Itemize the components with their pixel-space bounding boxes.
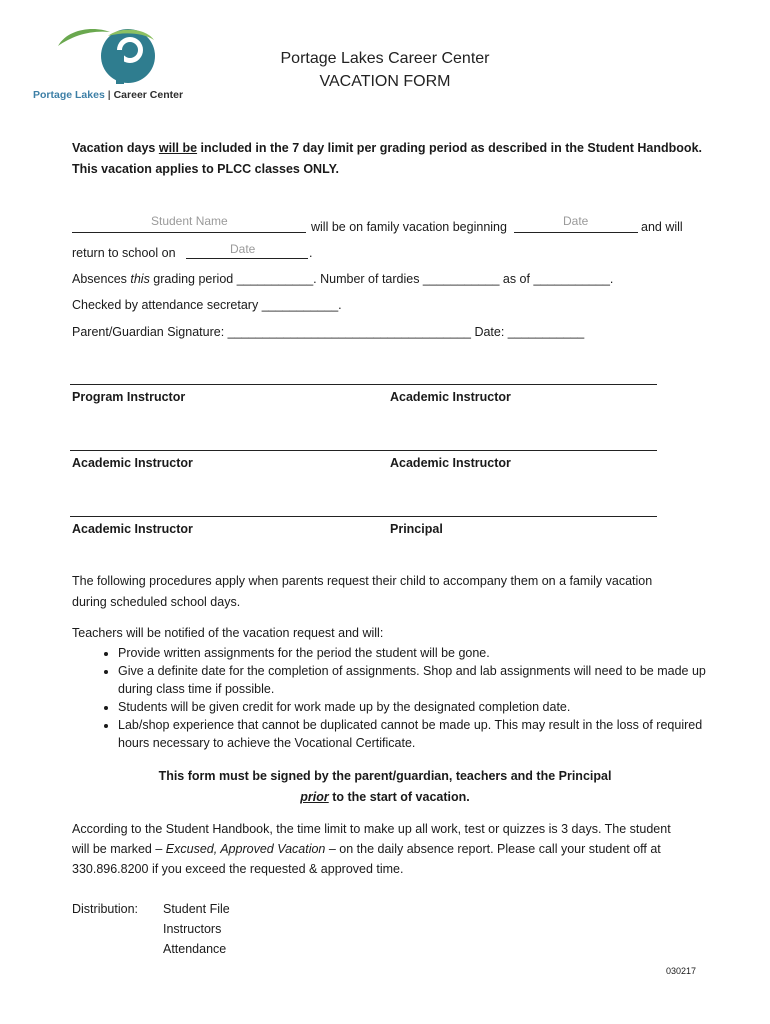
distribution-item-student-file: Student File	[163, 902, 230, 916]
sig-label-academic-instructor-1: Academic Instructor	[390, 390, 511, 404]
handbook-text-a: will be marked –	[72, 842, 166, 856]
list-item: • Give a definite date for the completion of assignments. Shop and lab assignments will need to be made up during class time if possible.	[118, 662, 708, 698]
procedures-line-1: The following procedures apply when parents request their child to accompany them on a family vacation	[72, 574, 653, 588]
sig-label-principal: Principal	[390, 522, 443, 536]
signature-rule-1[interactable]	[70, 384, 657, 385]
signature-notice-line-2	[100, 790, 670, 804]
intro-line-2: This vacation applies to PLCC classes ONLY.	[72, 162, 339, 176]
sig-label-academic-instructor-2: Academic Instructor	[72, 456, 193, 470]
page-title: Portage Lakes Career Center	[280, 50, 490, 67]
logo-text-career: Career Center	[113, 89, 184, 101]
form-revision-code: 030217	[666, 966, 697, 976]
plcc-logo	[30, 26, 190, 106]
teacher-duties-list	[100, 644, 708, 752]
logo-wordmark	[33, 89, 183, 101]
parent-signature-line: Parent/Guardian Signature: ___________________________________ Date: ___________	[72, 325, 585, 339]
sig-label-academic-instructor-3: Academic Instructor	[390, 456, 511, 470]
list-item: • Students will be given credit for work made up by the designated completion date.	[118, 698, 708, 716]
student-name-line[interactable]	[72, 232, 306, 233]
form-line1-end: and will	[641, 220, 683, 234]
teachers-intro: Teachers will be notified of the vacation request and will:	[72, 626, 384, 640]
form-line2-period: .	[309, 246, 313, 260]
logo-mark-icon	[50, 26, 160, 88]
list-item: • Lab/shop experience that cannot be duplicated cannot be made up. This may result in the loss of required hours necessary to achieve the Vocational Certificate.	[118, 716, 708, 752]
form-line3	[72, 272, 613, 286]
intro-line-1	[72, 141, 702, 155]
logo-text-separator: |	[107, 89, 111, 101]
absences-this: this	[130, 272, 150, 286]
notice-prior: prior	[300, 790, 329, 804]
intro-text-c: included in the 7 day limit per grading period as described in the Student Handbook.	[197, 141, 702, 155]
logo-text-portage: Portage Lakes	[33, 89, 105, 101]
form-line2-label: return to school on	[72, 246, 176, 260]
handbook-line-3: 330.896.8200 if you exceed the requested & approved time.	[72, 862, 404, 876]
handbook-excused: Excused, Approved Vacation	[165, 842, 326, 856]
begin-date-placeholder[interactable]: Date	[563, 214, 589, 228]
signature-rule-3[interactable]	[70, 516, 657, 517]
signature-rule-2[interactable]	[70, 450, 657, 451]
handbook-line-1: According to the Student Handbook, the time limit to make up all work, test or quizzes is 3 days. The student	[72, 822, 671, 836]
absences-rest: grading period ___________. Number of tardies ___________ as of ___________.	[149, 272, 614, 286]
page-subtitle: VACATION FORM	[319, 73, 451, 90]
attendance-check-line: Checked by attendance secretary ___________.	[72, 298, 342, 312]
signature-notice-line-1: This form must be signed by the parent/guardian, teachers and the Principal	[158, 769, 612, 783]
intro-text-a: Vacation days	[72, 141, 159, 155]
form-line1-mid: will be on family vacation beginning	[311, 220, 507, 234]
return-date-placeholder[interactable]: Date	[230, 242, 256, 256]
notice-rest: to the start of vacation.	[328, 790, 470, 804]
list-item: • Provide written assignments for the period the student will be gone.	[118, 644, 708, 662]
handbook-text-b: – on the daily absence report. Please call your student off at	[325, 842, 661, 856]
absences-label: Absences	[72, 272, 131, 286]
student-name-placeholder[interactable]: Student Name	[151, 214, 228, 228]
handbook-line-2	[72, 842, 661, 856]
begin-date-line[interactable]	[514, 232, 638, 233]
sig-label-academic-instructor-4: Academic Instructor	[72, 522, 193, 536]
distribution-item-instructors: Instructors	[163, 922, 222, 936]
procedures-line-2: during scheduled school days.	[72, 595, 241, 609]
distribution-item-attendance: Attendance	[163, 942, 227, 956]
sig-label-program-instructor: Program Instructor	[72, 390, 186, 404]
distribution-label: Distribution:	[72, 902, 138, 916]
intro-text-will-be: will be	[158, 141, 198, 155]
return-date-line[interactable]	[186, 258, 308, 259]
